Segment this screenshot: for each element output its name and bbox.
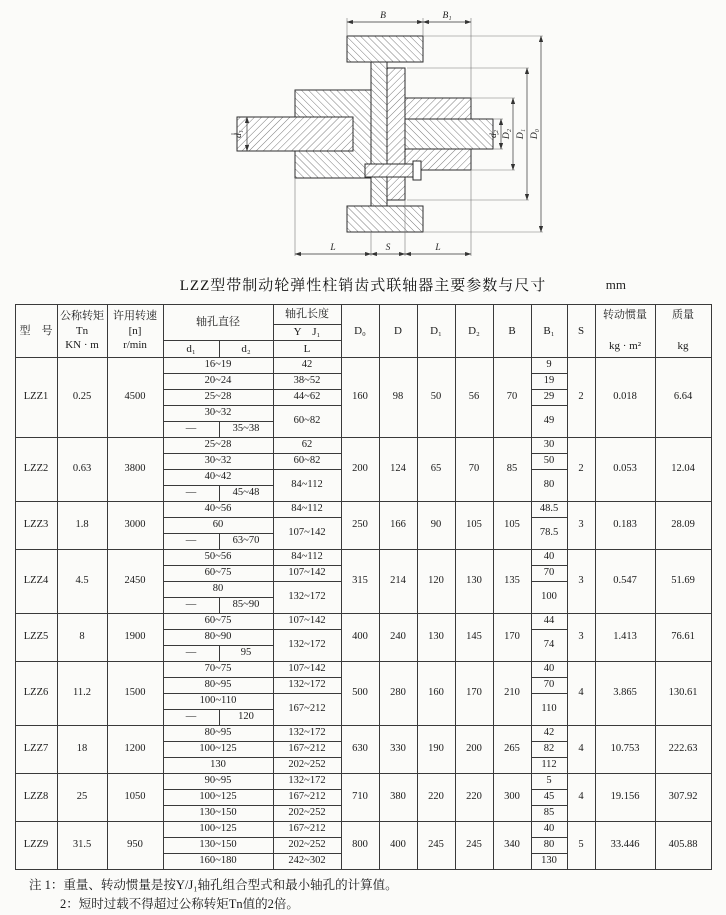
speed-line3: r/min bbox=[123, 339, 147, 352]
inertia-cell: 1.413 bbox=[595, 614, 655, 662]
bore-diameter-cell: 80~95 bbox=[163, 678, 273, 694]
speed-cell: 3800 bbox=[107, 438, 163, 502]
B-cell: 340 bbox=[493, 822, 531, 870]
bore-diameter-cell: 160~180 bbox=[163, 854, 273, 870]
B1-cell: 19 bbox=[531, 374, 567, 390]
bore-diameter-cell: 30~32 bbox=[163, 406, 273, 422]
coupling-drawing-svg bbox=[231, 6, 551, 268]
B1-cell: 85 bbox=[531, 806, 567, 822]
bore-d2-cell: 45~48 bbox=[219, 486, 273, 502]
bore-length-cell: 107~142 bbox=[273, 566, 341, 582]
right-flange bbox=[387, 68, 405, 200]
speed-cell: 950 bbox=[107, 822, 163, 870]
dim-label-L-left: L bbox=[330, 243, 336, 253]
bore-length-cell: 60~82 bbox=[273, 406, 341, 438]
bore-diameter-cell: 60~75 bbox=[163, 566, 273, 582]
col-YJ1: Y J₁ bbox=[273, 325, 341, 341]
B-cell: 105 bbox=[493, 502, 531, 550]
D1-cell: 130 bbox=[417, 614, 455, 662]
brake-wheel-rim-bottom bbox=[347, 206, 423, 232]
bore-length-cell: 84~112 bbox=[273, 470, 341, 502]
D-cell: 400 bbox=[379, 822, 417, 870]
B-cell: 170 bbox=[493, 614, 531, 662]
elastic-pin bbox=[365, 161, 421, 180]
inertia-cell: 0.018 bbox=[595, 358, 655, 438]
col-D2: D₂ bbox=[455, 305, 493, 358]
bore-length-cell: 132~172 bbox=[273, 582, 341, 614]
S-cell: 3 bbox=[567, 502, 595, 550]
B1-cell: 70 bbox=[531, 566, 567, 582]
torque-cell: 4.5 bbox=[57, 550, 107, 614]
D-cell: 240 bbox=[379, 614, 417, 662]
col-D0: D₀ bbox=[341, 305, 379, 358]
inertia-cell: 0.183 bbox=[595, 502, 655, 550]
title-row bbox=[0, 274, 726, 298]
model-cell: LZZ5 bbox=[15, 614, 57, 662]
torque-line2: Tn bbox=[75, 324, 89, 337]
inertia-line2: kg · m² bbox=[608, 340, 642, 353]
bore-length-cell: 202~252 bbox=[273, 758, 341, 774]
speed-cell: 1900 bbox=[107, 614, 163, 662]
D-cell: 330 bbox=[379, 726, 417, 774]
D0-cell: 800 bbox=[341, 822, 379, 870]
model-cell: LZZ8 bbox=[15, 774, 57, 822]
D0-cell: 160 bbox=[341, 358, 379, 438]
S-cell: 5 bbox=[567, 822, 595, 870]
D2-cell: 56 bbox=[455, 358, 493, 438]
speed-line2: [n] bbox=[128, 324, 142, 337]
bore-length-cell: 44~62 bbox=[273, 390, 341, 406]
bore-length-cell: 62 bbox=[273, 438, 341, 454]
table-body bbox=[15, 358, 711, 870]
col-S: S bbox=[567, 305, 595, 358]
speed-cell: 1200 bbox=[107, 726, 163, 774]
mass-cell: 307.92 bbox=[655, 774, 711, 822]
bore-d1-cell: — bbox=[163, 534, 219, 550]
B1-cell: 100 bbox=[531, 582, 567, 614]
model-cell: LZZ3 bbox=[15, 502, 57, 550]
col-bore-diameter: 轴孔直径 bbox=[163, 305, 273, 341]
col-D1: D₁ bbox=[417, 305, 455, 358]
bore-length-cell: 132~172 bbox=[273, 774, 341, 790]
bore-diameter-cell: 90~95 bbox=[163, 774, 273, 790]
speed-cell: 4500 bbox=[107, 358, 163, 438]
D1-cell: 65 bbox=[417, 438, 455, 502]
brake-wheel-rim-top bbox=[347, 36, 423, 62]
bore-length-cell: 60~82 bbox=[273, 454, 341, 470]
bore-length-cell: 107~142 bbox=[273, 614, 341, 630]
left-shaft bbox=[237, 117, 353, 151]
S-cell: 3 bbox=[567, 550, 595, 614]
bore-diameter-cell: 80~90 bbox=[163, 630, 273, 646]
bore-diameter-cell: 60~75 bbox=[163, 614, 273, 630]
dim-label-S: S bbox=[385, 243, 391, 253]
B1-cell: 40 bbox=[531, 550, 567, 566]
bore-diameter-cell: 30~32 bbox=[163, 454, 273, 470]
table-row bbox=[15, 550, 711, 566]
speed-cell: 3000 bbox=[107, 502, 163, 550]
dim-label-L-right: L bbox=[435, 243, 441, 253]
bore-diameter-cell: 100~125 bbox=[163, 822, 273, 838]
col-L: L bbox=[273, 341, 341, 358]
table-row bbox=[15, 726, 711, 742]
inertia-cell: 0.547 bbox=[595, 550, 655, 614]
D2-cell: 130 bbox=[455, 550, 493, 614]
D0-cell: 250 bbox=[341, 502, 379, 550]
B1-cell: 78.5 bbox=[531, 518, 567, 550]
bore-diameter-cell: 25~28 bbox=[163, 438, 273, 454]
S-cell: 4 bbox=[567, 726, 595, 774]
D-cell: 166 bbox=[379, 502, 417, 550]
torque-cell: 31.5 bbox=[57, 822, 107, 870]
D0-cell: 400 bbox=[341, 614, 379, 662]
bore-diameter-cell: 80 bbox=[163, 582, 273, 598]
bore-length-cell: 132~172 bbox=[273, 630, 341, 662]
mass-cell: 28.09 bbox=[655, 502, 711, 550]
dim-label-D2: D₂ bbox=[502, 128, 512, 140]
D0-cell: 500 bbox=[341, 662, 379, 726]
bore-length-cell: 38~52 bbox=[273, 374, 341, 390]
torque-cell: 25 bbox=[57, 774, 107, 822]
B1-cell: 42 bbox=[531, 726, 567, 742]
B-cell: 210 bbox=[493, 662, 531, 726]
col-mass bbox=[655, 305, 711, 358]
bore-d2-cell: 35~38 bbox=[219, 422, 273, 438]
bore-diameter-cell: 130~150 bbox=[163, 806, 273, 822]
table-row bbox=[15, 438, 711, 454]
bore-d2-cell: 63~70 bbox=[219, 534, 273, 550]
D2-cell: 245 bbox=[455, 822, 493, 870]
right-shaft bbox=[405, 119, 493, 149]
D-cell: 280 bbox=[379, 662, 417, 726]
bore-length-cell: 107~142 bbox=[273, 662, 341, 678]
bore-diameter-cell: 40~56 bbox=[163, 502, 273, 518]
B1-cell: 130 bbox=[531, 854, 567, 870]
table-row bbox=[15, 662, 711, 678]
B1-cell: 74 bbox=[531, 630, 567, 662]
bore-diameter-cell: 40~42 bbox=[163, 470, 273, 486]
B-cell: 265 bbox=[493, 726, 531, 774]
brake-wheel-web bbox=[371, 62, 387, 206]
dim-label-B1: B₁ bbox=[442, 11, 452, 21]
bore-diameter-cell: 130 bbox=[163, 758, 273, 774]
torque-line1: 公称转矩 bbox=[60, 309, 104, 322]
table-row bbox=[15, 822, 711, 838]
mass-cell: 76.61 bbox=[655, 614, 711, 662]
mass-cell: 130.61 bbox=[655, 662, 711, 726]
notes bbox=[29, 876, 697, 915]
D1-cell: 220 bbox=[417, 774, 455, 822]
D0-cell: 315 bbox=[341, 550, 379, 614]
speed-cell: 1050 bbox=[107, 774, 163, 822]
S-cell: 4 bbox=[567, 774, 595, 822]
col-d1: d₁ bbox=[163, 341, 219, 358]
B1-cell: 29 bbox=[531, 390, 567, 406]
table-row bbox=[15, 774, 711, 790]
mass-cell: 6.64 bbox=[655, 358, 711, 438]
dim-label-d2: d₂ bbox=[489, 129, 499, 139]
D2-cell: 220 bbox=[455, 774, 493, 822]
S-cell: 4 bbox=[567, 662, 595, 726]
D-cell: 380 bbox=[379, 774, 417, 822]
D1-cell: 245 bbox=[417, 822, 455, 870]
B-cell: 85 bbox=[493, 438, 531, 502]
model-cell: LZZ1 bbox=[15, 358, 57, 438]
torque-line3: KN · m bbox=[65, 339, 99, 352]
col-torque bbox=[57, 305, 107, 358]
col-inertia bbox=[595, 305, 655, 358]
D2-cell: 170 bbox=[455, 662, 493, 726]
torque-cell: 8 bbox=[57, 614, 107, 662]
col-D: D bbox=[379, 305, 417, 358]
D-cell: 124 bbox=[379, 438, 417, 502]
D2-cell: 105 bbox=[455, 502, 493, 550]
D0-cell: 710 bbox=[341, 774, 379, 822]
torque-cell: 11.2 bbox=[57, 662, 107, 726]
B-cell: 300 bbox=[493, 774, 531, 822]
bore-diameter-cell: 25~28 bbox=[163, 390, 273, 406]
S-cell: 3 bbox=[567, 614, 595, 662]
B1-cell: 9 bbox=[531, 358, 567, 374]
table-row bbox=[15, 502, 711, 518]
B1-cell: 5 bbox=[531, 774, 567, 790]
bore-d1-cell: — bbox=[163, 646, 219, 662]
speed-cell: 1500 bbox=[107, 662, 163, 726]
D0-cell: 200 bbox=[341, 438, 379, 502]
dim-label-d1: d₁ bbox=[234, 129, 244, 139]
bore-d1-cell: — bbox=[163, 422, 219, 438]
bore-diameter-cell: 20~24 bbox=[163, 374, 273, 390]
speed-line1: 许用转速 bbox=[113, 309, 157, 322]
B1-cell: 80 bbox=[531, 838, 567, 854]
bore-d2-cell: 120 bbox=[219, 710, 273, 726]
col-B: B bbox=[493, 305, 531, 358]
inertia-line1: 转动惯量 bbox=[603, 309, 647, 321]
bore-length-cell: 167~212 bbox=[273, 742, 341, 758]
bore-diameter-cell: 70~75 bbox=[163, 662, 273, 678]
B1-cell: 40 bbox=[531, 822, 567, 838]
bore-diameter-cell: 100~125 bbox=[163, 742, 273, 758]
model-cell: LZZ7 bbox=[15, 726, 57, 774]
bore-length-cell: 202~252 bbox=[273, 806, 341, 822]
bore-diameter-cell: 60 bbox=[163, 518, 273, 534]
dim-label-B: B bbox=[380, 11, 386, 21]
bore-length-cell: 167~212 bbox=[273, 790, 341, 806]
unit-label: mm bbox=[605, 277, 626, 292]
page-title: LZZ型带制动轮弹性柱销齿式联轴器主要参数与尺寸 bbox=[179, 278, 547, 294]
bore-d1-cell: — bbox=[163, 598, 219, 614]
D1-cell: 120 bbox=[417, 550, 455, 614]
D-cell: 214 bbox=[379, 550, 417, 614]
inertia-cell: 0.053 bbox=[595, 438, 655, 502]
bore-diameter-cell: 100~110 bbox=[163, 694, 273, 710]
bore-length-cell: 84~112 bbox=[273, 502, 341, 518]
bore-length-cell: 242~302 bbox=[273, 854, 341, 870]
bore-length-cell: 167~212 bbox=[273, 822, 341, 838]
coupling-diagram bbox=[0, 0, 726, 272]
col-B1: B₁ bbox=[531, 305, 567, 358]
mass-line1: 质量 bbox=[672, 309, 694, 321]
col-speed bbox=[107, 305, 163, 358]
bore-d2-cell: 85~90 bbox=[219, 598, 273, 614]
D0-cell: 630 bbox=[341, 726, 379, 774]
B1-cell: 80 bbox=[531, 470, 567, 502]
col-model: 型 号 bbox=[15, 305, 57, 358]
S-cell: 2 bbox=[567, 358, 595, 438]
bore-length-cell: 167~212 bbox=[273, 694, 341, 726]
bore-diameter-cell: 80~95 bbox=[163, 726, 273, 742]
note-2: 2：短时过载不得超过公称转矩Tn值的2倍。 bbox=[60, 897, 299, 912]
B-cell: 70 bbox=[493, 358, 531, 438]
B1-cell: 49 bbox=[531, 406, 567, 438]
inertia-cell: 19.156 bbox=[595, 774, 655, 822]
torque-cell: 0.25 bbox=[57, 358, 107, 438]
D1-cell: 160 bbox=[417, 662, 455, 726]
D2-cell: 200 bbox=[455, 726, 493, 774]
bore-diameter-cell: 50~56 bbox=[163, 550, 273, 566]
table-row bbox=[15, 614, 711, 630]
inertia-cell: 33.446 bbox=[595, 822, 655, 870]
S-cell: 2 bbox=[567, 438, 595, 502]
D1-cell: 90 bbox=[417, 502, 455, 550]
bore-length-cell: 132~172 bbox=[273, 726, 341, 742]
bore-diameter-cell: 16~19 bbox=[163, 358, 273, 374]
B1-cell: 82 bbox=[531, 742, 567, 758]
B1-cell: 70 bbox=[531, 678, 567, 694]
col-d2: d₂ bbox=[219, 341, 273, 358]
model-cell: LZZ6 bbox=[15, 662, 57, 726]
B1-cell: 50 bbox=[531, 454, 567, 470]
bore-diameter-cell: 100~125 bbox=[163, 790, 273, 806]
B1-cell: 48.5 bbox=[531, 502, 567, 518]
D-cell: 98 bbox=[379, 358, 417, 438]
bore-length-cell: 202~252 bbox=[273, 838, 341, 854]
mass-cell: 405.88 bbox=[655, 822, 711, 870]
table-header bbox=[15, 305, 711, 358]
D2-cell: 70 bbox=[455, 438, 493, 502]
dim-label-D0: D₀ bbox=[530, 128, 540, 140]
torque-cell: 1.8 bbox=[57, 502, 107, 550]
bore-d1-cell: — bbox=[163, 710, 219, 726]
mass-cell: 51.69 bbox=[655, 550, 711, 614]
table-row bbox=[15, 358, 711, 374]
model-cell: LZZ9 bbox=[15, 822, 57, 870]
B1-cell: 40 bbox=[531, 662, 567, 678]
mass-cell: 12.04 bbox=[655, 438, 711, 502]
bore-length-cell: 107~142 bbox=[273, 518, 341, 550]
bore-d2-cell: 95 bbox=[219, 646, 273, 662]
bore-length-cell: 132~172 bbox=[273, 678, 341, 694]
B1-cell: 30 bbox=[531, 438, 567, 454]
inertia-cell: 10.753 bbox=[595, 726, 655, 774]
B1-cell: 112 bbox=[531, 758, 567, 774]
B1-cell: 110 bbox=[531, 694, 567, 726]
bore-length-cell: 42 bbox=[273, 358, 341, 374]
torque-cell: 0.63 bbox=[57, 438, 107, 502]
dim-label-D1: D₁ bbox=[516, 128, 526, 140]
model-cell: LZZ4 bbox=[15, 550, 57, 614]
note-1: 注 1：重量、转动惯量是按Y/J₁轴孔组合型式和最小轴孔的计算值。 bbox=[29, 878, 398, 892]
D1-cell: 190 bbox=[417, 726, 455, 774]
mass-line2: kg bbox=[677, 340, 689, 353]
B1-cell: 44 bbox=[531, 614, 567, 630]
B1-cell: 45 bbox=[531, 790, 567, 806]
inertia-cell: 3.865 bbox=[595, 662, 655, 726]
parameters-table bbox=[15, 304, 712, 870]
speed-cell: 2450 bbox=[107, 550, 163, 614]
model-cell: LZZ2 bbox=[15, 438, 57, 502]
bore-diameter-cell: 130~150 bbox=[163, 838, 273, 854]
col-bore-length: 轴孔长度 bbox=[273, 305, 341, 325]
mass-cell: 222.63 bbox=[655, 726, 711, 774]
B-cell: 135 bbox=[493, 550, 531, 614]
D1-cell: 50 bbox=[417, 358, 455, 438]
bore-length-cell: 84~112 bbox=[273, 550, 341, 566]
bore-d1-cell: — bbox=[163, 486, 219, 502]
D2-cell: 145 bbox=[455, 614, 493, 662]
torque-cell: 18 bbox=[57, 726, 107, 774]
